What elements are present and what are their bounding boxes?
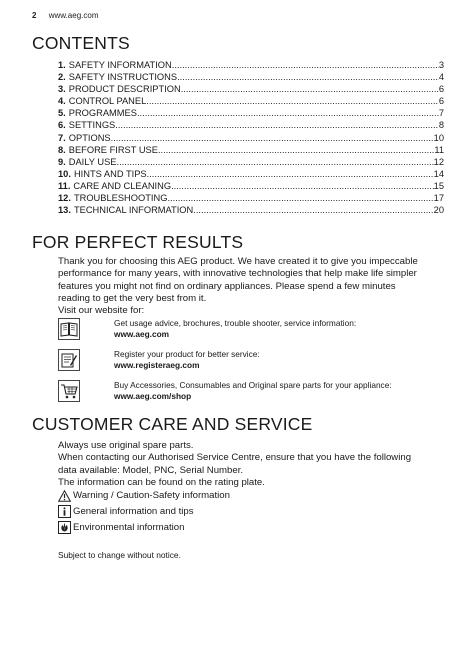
legend-environment bbox=[58, 521, 184, 534]
table-of-contents bbox=[58, 59, 444, 216]
care-line: The information can be found on the rating plate. bbox=[58, 476, 265, 488]
toc-page: 6 bbox=[438, 84, 444, 95]
toc-item[interactable] bbox=[58, 204, 444, 216]
warning-icon bbox=[58, 489, 71, 502]
legend-info bbox=[58, 505, 194, 518]
toc-title: PRODUCT DESCRIPTION bbox=[68, 84, 181, 95]
toc-page: 11 bbox=[434, 144, 444, 155]
toc-item[interactable] bbox=[58, 71, 444, 83]
toc-page: 14 bbox=[433, 168, 444, 179]
contents-heading: CONTENTS bbox=[32, 33, 130, 53]
toc-item[interactable] bbox=[58, 156, 444, 168]
toc-number: 8. bbox=[58, 144, 66, 155]
toc-leader bbox=[137, 107, 439, 119]
toc-item[interactable] bbox=[58, 144, 444, 156]
toc-item[interactable] bbox=[58, 83, 444, 95]
care-line: Always use original spare parts. bbox=[58, 440, 194, 451]
toc-leader bbox=[177, 71, 439, 83]
toc-page: 6 bbox=[438, 96, 444, 107]
toc-number: 13. bbox=[58, 205, 71, 216]
toc-item[interactable] bbox=[58, 168, 444, 180]
legend-warning bbox=[58, 489, 230, 502]
toc-leader bbox=[146, 95, 439, 107]
intro-line: features you might not find on ordinary appliances. Please spend a few minutes bbox=[58, 280, 396, 292]
toc-leader bbox=[172, 59, 439, 71]
toc-page: 17 bbox=[433, 193, 444, 204]
toc-title: DAILY USE bbox=[68, 156, 117, 167]
intro-line: reading to get the very best from it. bbox=[58, 292, 207, 304]
toc-page: 3 bbox=[438, 60, 444, 70]
toc-number: 12. bbox=[58, 193, 71, 204]
toc-leader bbox=[111, 132, 434, 144]
toc-title: SETTINGS bbox=[68, 120, 116, 131]
toc-leader bbox=[193, 204, 433, 216]
toc-title: CONTROL PANEL bbox=[68, 96, 147, 107]
care-line: When contacting our Authorised Service Centre, ensure that you have the following bbox=[58, 452, 412, 464]
toc-page: 8 bbox=[438, 120, 444, 131]
legend-text: Environmental information bbox=[73, 522, 185, 533]
shopping-cart-icon bbox=[58, 380, 80, 402]
toc-item[interactable] bbox=[58, 180, 444, 192]
service-register bbox=[58, 349, 260, 371]
toc-leader bbox=[158, 144, 434, 156]
visit-text: Visit our website for: bbox=[58, 305, 145, 316]
toc-number: 5. bbox=[58, 108, 66, 119]
service-description: Get usage advice, brochures, trouble shooter, service information: bbox=[114, 318, 357, 328]
toc-leader bbox=[171, 180, 434, 192]
legend-text: Warning / Caution-Safety information bbox=[73, 490, 230, 501]
page-header bbox=[32, 11, 98, 20]
legend-text: General information and tips bbox=[73, 506, 194, 517]
care-paragraph bbox=[58, 440, 448, 489]
toc-number: 2. bbox=[58, 72, 66, 83]
perfect-results-heading: FOR PERFECT RESULTS bbox=[32, 232, 244, 252]
service-link[interactable]: www.registeraeg.com bbox=[114, 359, 200, 370]
toc-page: 15 bbox=[433, 180, 444, 191]
toc-title: CARE AND CLEANING bbox=[73, 180, 172, 191]
toc-title: BEFORE FIRST USE bbox=[68, 144, 158, 155]
register-icon bbox=[58, 349, 80, 371]
toc-leader bbox=[167, 192, 433, 204]
toc-page: 7 bbox=[438, 108, 444, 119]
toc-number: 4. bbox=[58, 96, 66, 107]
toc-number: 6. bbox=[58, 120, 66, 131]
care-line: data available: Model, PNC, Serial Number. bbox=[58, 464, 244, 476]
toc-leader bbox=[115, 119, 439, 131]
intro-line: performance for many years, with innovative technologies that help make life simpler bbox=[58, 268, 417, 280]
toc-number: 10. bbox=[58, 168, 71, 179]
toc-item[interactable] bbox=[58, 59, 444, 71]
service-shop bbox=[58, 380, 392, 402]
site-url[interactable]: www.aeg.com bbox=[48, 11, 99, 20]
service-description: Buy Accessories, Consumables and Original spare parts for your appliance: bbox=[114, 380, 392, 390]
environment-icon bbox=[58, 521, 71, 534]
toc-leader bbox=[116, 156, 433, 168]
toc-item[interactable] bbox=[58, 132, 444, 144]
toc-page: 4 bbox=[438, 72, 444, 83]
toc-item[interactable] bbox=[58, 119, 444, 131]
toc-number: 11. bbox=[58, 180, 71, 191]
customer-care-heading: CUSTOMER CARE AND SERVICE bbox=[32, 414, 313, 434]
page-number: 2 bbox=[32, 11, 37, 20]
toc-number: 9. bbox=[58, 156, 66, 167]
service-link[interactable]: www.aeg.com/shop bbox=[114, 390, 192, 401]
toc-title: OPTIONS bbox=[68, 132, 111, 143]
toc-number: 7. bbox=[58, 132, 66, 143]
toc-item[interactable] bbox=[58, 107, 444, 119]
toc-item[interactable] bbox=[58, 192, 444, 204]
toc-leader bbox=[181, 83, 439, 95]
toc-leader bbox=[147, 168, 434, 180]
service-description: Register your product for better service: bbox=[114, 349, 260, 359]
intro-paragraph bbox=[58, 256, 448, 305]
toc-number: 3. bbox=[58, 84, 66, 95]
toc-title: HINTS AND TIPS bbox=[73, 168, 147, 179]
toc-page: 20 bbox=[433, 205, 444, 216]
toc-page: 12 bbox=[433, 156, 444, 167]
toc-title: TECHNICAL INFORMATION bbox=[73, 205, 194, 216]
toc-page: 10 bbox=[433, 132, 444, 143]
intro-line: Thank you for choosing this AEG product. We have created it to give you impeccable bbox=[58, 256, 418, 267]
service-advice bbox=[58, 318, 356, 340]
service-link[interactable]: www.aeg.com bbox=[114, 328, 170, 339]
toc-title: SAFETY INFORMATION bbox=[68, 60, 172, 70]
toc-title: TROUBLESHOOTING bbox=[73, 193, 168, 204]
toc-title: SAFETY INSTRUCTIONS bbox=[68, 72, 178, 83]
info-icon bbox=[58, 505, 71, 518]
toc-item[interactable] bbox=[58, 95, 444, 107]
toc-number: 1. bbox=[58, 60, 66, 70]
book-icon bbox=[58, 318, 80, 340]
toc-title: PROGRAMMES bbox=[68, 108, 137, 119]
subject-to-change-note: Subject to change without notice. bbox=[58, 550, 181, 560]
